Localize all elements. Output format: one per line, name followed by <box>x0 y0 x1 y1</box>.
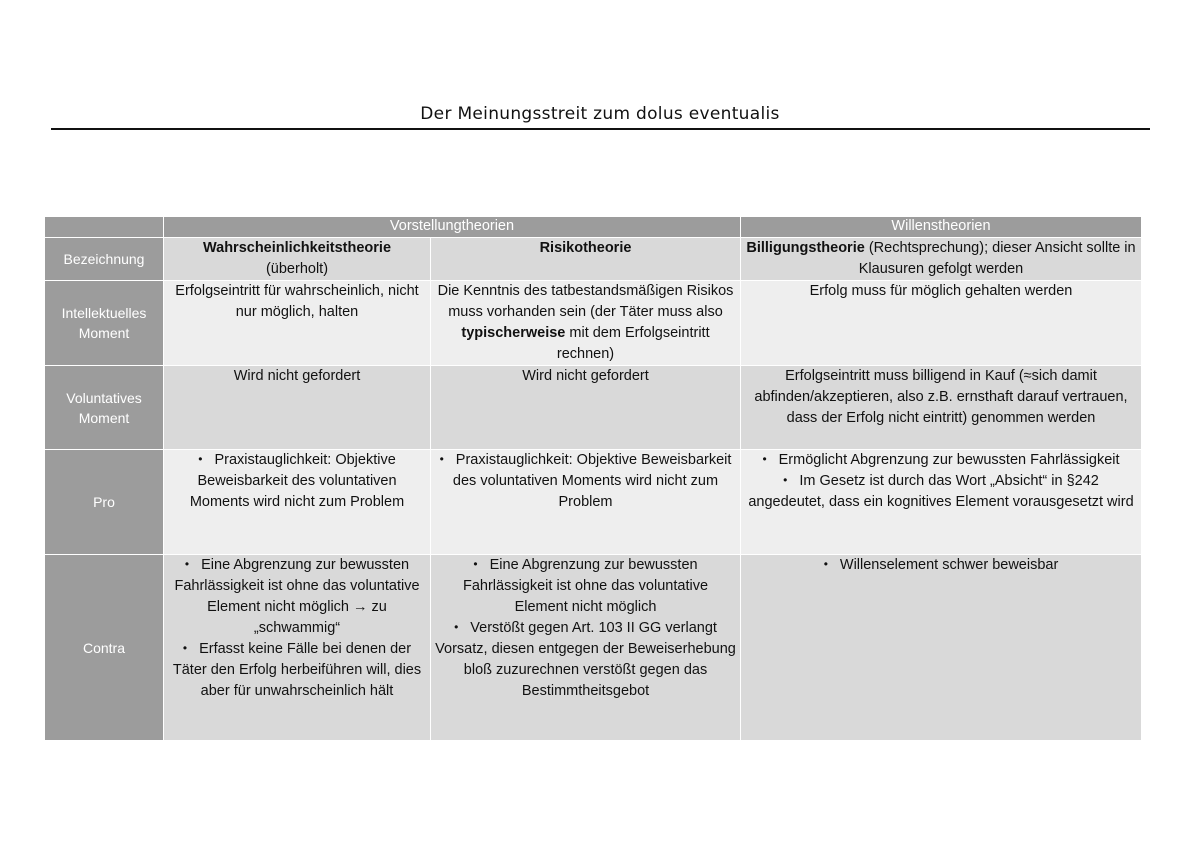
cell-pro-col1 <box>164 450 431 555</box>
cell-contra-col3 <box>741 555 1142 741</box>
emphasis: typischerweise <box>461 325 566 341</box>
bullet-item <box>168 555 426 639</box>
bullet-text: Erfasst keine Fälle bei denen der Täter den Erfolg herbeiführen will, dies aber für unwahrscheinlich hält <box>172 641 422 699</box>
bullet-item <box>745 555 1137 576</box>
cell-bezeichnung-billigung <box>741 238 1142 281</box>
bullet-text: Verstößt gegen Art. 103 II GG verlangt Vorsatz, diesen entgegen der Beweiserhebung bloß zuzurechnen verstößt gegen das Bestimmtheitsgebot <box>435 620 736 699</box>
bullet-list <box>435 450 736 513</box>
cell-bezeichnung-risiko <box>431 238 741 281</box>
row-label-bezeichnung: Bezeichnung <box>45 238 164 281</box>
row-label-pro: Pro <box>45 450 164 555</box>
bullet-icon: • <box>182 641 188 655</box>
bullet-icon: • <box>198 452 203 466</box>
cell-pro-col2 <box>431 450 741 555</box>
bullet-icon: • <box>439 452 444 466</box>
row-contra <box>45 555 1142 741</box>
bullet-item <box>168 639 426 702</box>
bullet-text: Eine Abgrenzung zur bewussten Fahrlässigkeit ist ohne das voluntative Element nicht möglich <box>462 557 709 615</box>
row-label-voluntatives-moment: Voluntatives Moment <box>45 366 164 450</box>
cell-voluntativ-col1: Wird nicht gefordert <box>164 366 431 450</box>
cell-bezeichnung-wahrscheinlichkeit <box>164 238 431 281</box>
theory-name: Risikotheorie <box>539 240 632 256</box>
bullet-list <box>745 555 1137 576</box>
bullet-list <box>168 450 426 513</box>
bullet-list <box>168 555 426 702</box>
header-row <box>45 217 1142 238</box>
bullet-item <box>168 450 426 513</box>
bullet-icon: • <box>762 452 767 466</box>
header-vorstellungstheorien: Vorstellungtheorien <box>164 217 741 238</box>
theory-note: (Rechtsprechung); dieser Ansicht sollte in Klausuren gefolgt werden <box>858 240 1136 277</box>
bullet-icon: • <box>184 557 190 571</box>
bullet-text: Ermöglicht Abgrenzung zur bewussten Fahrlässigkeit <box>778 452 1120 468</box>
text: Die Kenntnis des tatbestandsmäßigen Risikos muss vorhanden sein (der Täter muss also <box>437 283 734 320</box>
bullet-item <box>435 450 736 513</box>
row-voluntatives-moment <box>45 366 1142 450</box>
header-willenstheorien: Willenstheorien <box>741 217 1142 238</box>
text: mit dem Erfolgseintritt rechnen) <box>556 325 710 362</box>
theory-name: Billigungstheorie <box>746 240 865 256</box>
row-bezeichnung <box>45 238 1142 281</box>
row-label-intellektuelles-moment: Intellektuelles Moment <box>45 281 164 366</box>
title-underline <box>51 128 1150 130</box>
bullet-icon: • <box>473 557 478 571</box>
bullet-list <box>745 450 1137 513</box>
bullet-item <box>435 555 736 618</box>
bullet-item <box>745 450 1137 471</box>
row-intellektuelles-moment <box>45 281 1142 366</box>
bullet-text: Eine Abgrenzung zur bewussten Fahrlässigkeit ist ohne das voluntative Element nicht möglich → zu „schwammig“ <box>174 557 420 636</box>
comparison-table <box>44 216 1142 741</box>
cell-voluntativ-col3: Erfolgseintritt muss billigend in Kauf (≈sich damit abfinden/akzeptieren, also z.B. ernsthaft darauf vertrauen, dass der Erfolg nicht eintritt) genommen werden <box>741 366 1142 450</box>
theory-note: (überholt) <box>265 261 329 277</box>
bullet-icon: • <box>454 620 459 634</box>
bullet-text: Praxistauglichkeit: Objektive Beweisbarkeit des voluntativen Moments wird nicht zum Problem <box>189 452 405 510</box>
header-corner <box>45 217 164 238</box>
bullet-text: Willenselement schwer beweisbar <box>839 557 1059 573</box>
page-title: Der Meinungsstreit zum dolus eventualis <box>420 104 780 124</box>
cell-intellektuell-col2 <box>431 281 741 366</box>
bullet-icon: • <box>783 473 788 487</box>
bullet-list <box>435 555 736 702</box>
bullet-text: Im Gesetz ist durch das Wort „Absicht“ in §242 angedeutet, dass ein kognitives Element vorausgesetzt wird <box>748 473 1134 510</box>
theory-name: Wahrscheinlichkeitstheorie <box>202 240 392 256</box>
cell-intellektuell-col3: Erfolg muss für möglich gehalten werden <box>741 281 1142 366</box>
row-pro <box>45 450 1142 555</box>
bullet-icon: • <box>823 557 828 571</box>
bullet-item <box>745 471 1137 513</box>
bullet-text: Praxistauglichkeit: Objektive Beweisbarkeit des voluntativen Moments wird nicht zum Problem <box>452 452 732 510</box>
cell-contra-col1 <box>164 555 431 741</box>
cell-pro-col3 <box>741 450 1142 555</box>
bullet-item <box>435 618 736 702</box>
cell-contra-col2 <box>431 555 741 741</box>
row-label-contra: Contra <box>45 555 164 741</box>
cell-intellektuell-col1: Erfolgseintritt für wahrscheinlich, nicht nur möglich, halten <box>164 281 431 366</box>
cell-voluntativ-col2: Wird nicht gefordert <box>431 366 741 450</box>
